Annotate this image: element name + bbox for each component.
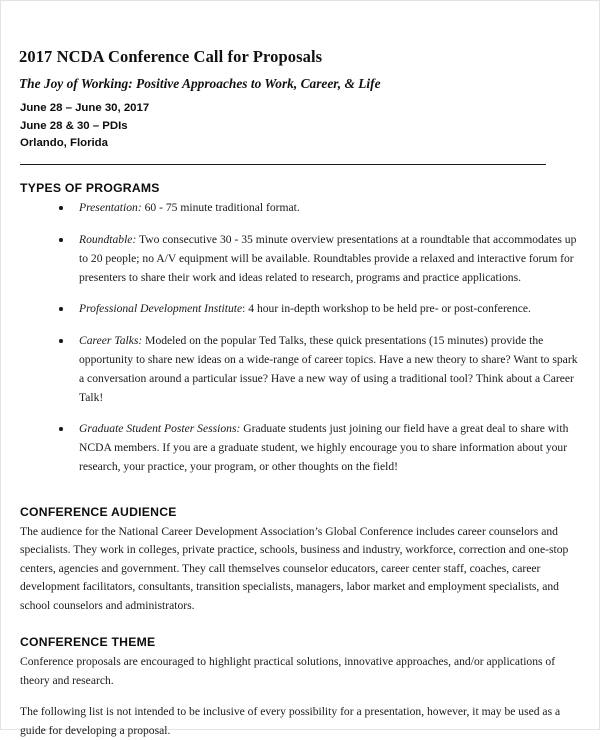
list-item (19, 300, 582, 319)
bullet-point-icon (59, 238, 63, 242)
spacer (19, 477, 582, 505)
list-item (19, 332, 582, 407)
list-item (19, 199, 582, 218)
list-item-term: Presentation: (79, 201, 142, 215)
bullet-point-icon (59, 339, 63, 343)
list-item-term: Professional Development Institute (79, 302, 243, 316)
conference-location: Orlando, Florida (20, 137, 108, 150)
list-item-text: Graduate students just joining our field have a great deal to share with NCDA members. If you are a graduate student, we highly encourage you to share information about your research, your practice, your program, or other thoughts on the field! (79, 422, 569, 473)
conference-dates-block (20, 100, 582, 152)
bullet-point-icon (59, 427, 63, 431)
list-item-text: 60 - 75 minute traditional format. (141, 201, 300, 215)
conference-theme-paragraph-1: Conference proposals are encouraged to highlight practical solutions, innovative approaches, and/or applications of theory and research. (20, 655, 556, 687)
list-item (19, 231, 582, 287)
conference-audience-paragraph: The audience for the National Career Development Association’s Global Conference includes career counselors and specialists. They work in colleges, private practice, schools, business and industry, workforce, correction and one-stop centers, agencies and government. They call themselves counselor educators, career center staff, coaches, career development facilitators, consultants, transition specialists, managers, labor market and employment specialists, and school counselors and administrators. (20, 524, 569, 612)
list-item-term: Graduate Student Poster Sessions: (79, 422, 241, 436)
page-subtitle: The Joy of Working: Positive Approaches to Work, Career, & Life (19, 75, 381, 91)
list-item-text: : 4 hour in-depth workshop to be held pre- or post-conference. (242, 302, 531, 316)
list-item (19, 420, 582, 476)
list-item-text: Modeled on the popular Ted Talks, these quick presentations (15 minutes) provide the opportunity to share new ideas on a wide-range of career topics. Have a new theory to share? Want to spark a conversation around a particular issue? Have a new way of using a traditional tool? Think about a Career Talk! (79, 334, 578, 404)
conference-theme-paragraph-2: The following list is not intended to be inclusive of every possibility for a presentation, however, it may be used as a guide for developing a proposal. (20, 705, 561, 737)
conference-pdi-dates: June 28 & 30 – PDIs (20, 119, 128, 132)
conference-date-range: June 28 – June 30, 2017 (20, 102, 150, 115)
list-item-text: Two consecutive 30 - 35 minute overview presentations at a roundtable that accommodates up to 20 people; no A/V equipment will be available. Roundtables provide a relaxed and interactive forum for presenters to share their work and ideas related to research, programs and practice applications. (79, 233, 577, 284)
types-of-programs-list (19, 199, 582, 476)
list-item-term: Career Talks: (79, 334, 143, 348)
page-title: 2017 NCDA Conference Call for Proposals (19, 47, 323, 66)
bullet-point-icon (59, 206, 63, 210)
section-heading-conference-theme: CONFERENCE THEME (20, 635, 156, 650)
bullet-point-icon (59, 307, 63, 311)
list-item-term: Roundtable: (79, 233, 137, 247)
horizontal-divider (20, 164, 582, 172)
section-heading-conference-audience: CONFERENCE AUDIENCE (20, 504, 177, 519)
spacer (19, 615, 582, 635)
section-heading-types-of-programs: TYPES OF PROGRAMS (20, 181, 160, 196)
